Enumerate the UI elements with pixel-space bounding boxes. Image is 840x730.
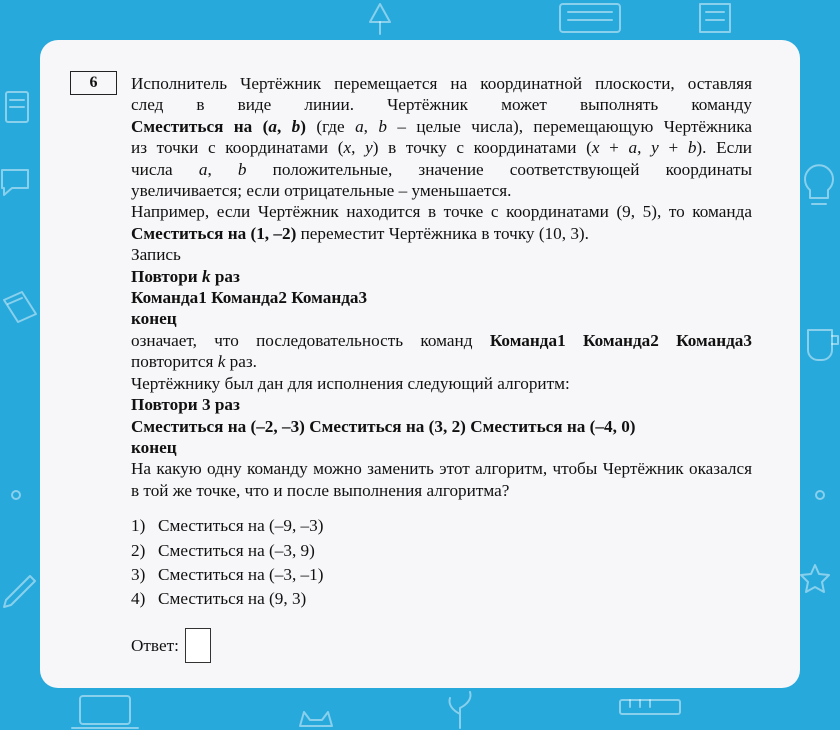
laptop-icon: [72, 696, 138, 728]
algorithm-end: конец: [131, 437, 177, 457]
ruler-icon: [620, 700, 680, 714]
lamp-icon: [370, 4, 390, 34]
example-paragraph: Например, если Чертёжник находится в точке с координатами (9, 5), то команда Сместиться на (1, –2) переместит Чертёжника в точку (10, 3).: [131, 202, 752, 243]
answer-options: [131, 514, 752, 612]
paper-icon: [700, 4, 730, 32]
speech-bubble-icon: [2, 170, 28, 195]
task-card: [40, 40, 800, 688]
loop-example-end: конец: [131, 309, 177, 329]
description-line-2: след в виде линии. Чертёжник может выполнять команду: [131, 95, 752, 115]
option-2[interactable]: 2) Сместиться на (–3, 9): [131, 540, 315, 560]
cup-icon: [808, 330, 838, 360]
meaning-paragraph: означает, что последовательность команд Команда1 Команда2 Команда3 повторится k раз.: [131, 330, 752, 372]
command-label: Сместиться на (a, b): [131, 116, 306, 136]
description-line-5: числа a, b положительные, значение соответствующей координаты: [131, 159, 753, 179]
algorithm-header: Повтори 3 раз: [131, 395, 240, 415]
loop-example-header: Повтори k раз: [131, 266, 240, 286]
description-line-6: увеличивается; если отрицательные – уменьшается.: [131, 181, 512, 201]
answer-row: [131, 628, 752, 663]
description-line-3: Сместиться на (a, b) (где a, b – целые числа), перемещающую Чертёжника: [131, 116, 752, 136]
record-label: Запись: [131, 245, 181, 265]
example-command: Сместиться на (1, –2): [131, 223, 297, 243]
notebook-icon: [6, 92, 28, 122]
task-number: 6: [70, 71, 117, 95]
option-3[interactable]: 3) Сместиться на (–3, –1): [131, 564, 324, 584]
plant-icon: [449, 692, 470, 728]
question: На какую одну команду можно заменить этот алгоритм, чтобы Чертёжник оказался в той же точке, что и после выполнения алгоритма?: [131, 459, 752, 500]
lightbulb-icon: [805, 165, 833, 204]
pencil-icon: [4, 576, 35, 607]
algorithm-body: Сместиться на (–2, –3) Сместиться на (3, 2) Сместиться на (–4, 0): [131, 416, 636, 436]
description-line-4: из точки с координатами (x, y) в точку с координатами (x + a, y + b). Если: [131, 138, 753, 158]
option-4[interactable]: 4) Сместиться на (9, 3): [131, 589, 307, 609]
answer-input[interactable]: [185, 628, 211, 663]
keyboard-icon: [560, 4, 620, 32]
loop-example-body: Команда1 Команда2 Команда3: [131, 288, 368, 308]
answer-label: Ответ:: [131, 635, 179, 655]
cat-icon: [300, 712, 332, 726]
star-icon: [801, 565, 829, 592]
description-line-1: Исполнитель Чертёжник перемещается на координатной плоскости, оставляя: [131, 74, 752, 93]
given-intro: Чертёжнику был дан для исполнения следующий алгоритм:: [131, 373, 570, 393]
task-text: [131, 73, 752, 663]
book-icon: [4, 292, 36, 322]
option-1[interactable]: 1) Сместиться на (–9, –3): [131, 516, 324, 536]
